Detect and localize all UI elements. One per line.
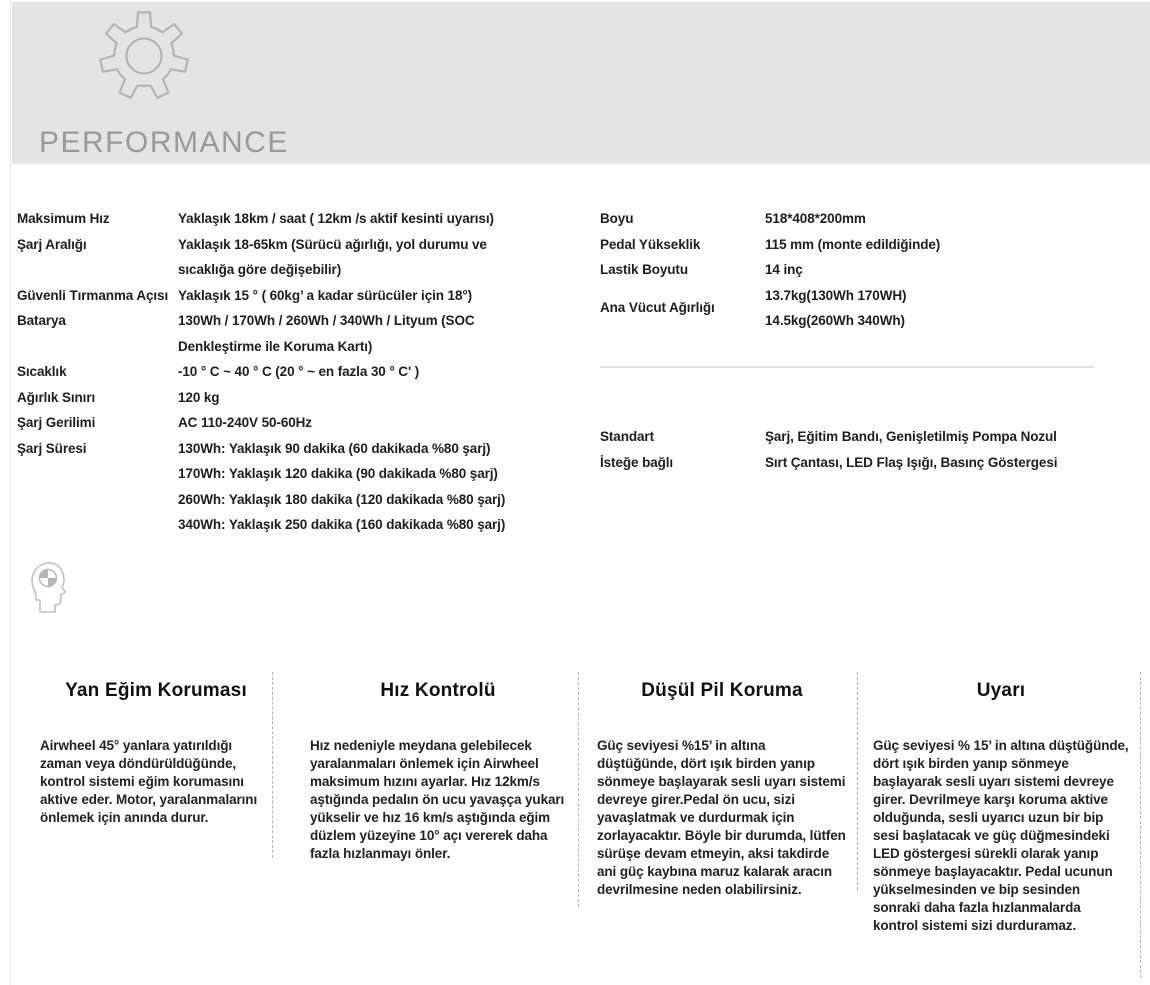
dashed-separator (578, 672, 579, 907)
feature-body: Güç seviyesi %15’ in altına düştüğünde, dört ışık birden yanıp sönmeye başlayarak sesli uyarı sistemi devreye girer.Pedal ön ucu, sizi yavaşlatmak ve durdurmak için zorlayacaktır. Böyle bir durumda, lütfen sürüşe devam etmeyin, aksi takdirde ani güç kaybına maruz kalarak aracın devrilmesine neden olabilirsiniz. (597, 738, 846, 897)
dashed-separator (1140, 672, 1141, 978)
dashed-separator (272, 672, 273, 858)
page-left-border (10, 0, 11, 985)
spec-value: AC 110-240V 50-60Hz (178, 415, 312, 430)
feature-column (40, 668, 272, 827)
spec-value: 13.7kg(130Wh 170WH) 14.5kg(260Wh 340Wh) (765, 287, 907, 328)
spec-row (17, 308, 565, 359)
spec-table-right-top (600, 206, 1140, 334)
performance-header-band (12, 2, 1150, 164)
feature-body: Hız nedeniyle meydana gelebilecek yaralanmaları önlemek için Airwheel maksimum hızını ayarlar. Hız 12km/s aştığında pedalın ön ucu yavaşça yukarı yükselir ve hız 16 km/s aştığında eğim düzlem yüzeyine 10° açı vererek daha fazla hızlanmayı önler. (310, 738, 565, 861)
spec-table-left (17, 206, 565, 538)
spec-row (17, 436, 565, 538)
performance-title: PERFORMANCE (39, 126, 289, 159)
spec-value: 14 inç (765, 262, 803, 277)
spec-row (17, 283, 565, 309)
spec-value: 518*408*200mm (765, 211, 866, 226)
spec-row (17, 232, 565, 283)
spec-label: Batarya (17, 313, 66, 328)
head-profile-icon (28, 560, 76, 623)
spec-label: İsteğe bağlı (600, 454, 674, 470)
spec-label: Sıcaklık (17, 364, 67, 379)
spec-label: Lastik Boyutu (600, 262, 688, 277)
spec-value: 130Wh: Yaklaşık 90 dakika (60 dakikada %80 şarj) 170Wh: Yaklaşık 120 dakika (90 dakikada %80 şarj) 260Wh: Yaklaşık 180 dakika (120 dakikada %80 şarj) 340Wh: Yaklaşık 250 dakika (160 dakikada %80 şarj) (178, 440, 506, 532)
feature-title: Düşül Pil Koruma (641, 680, 803, 701)
spec-divider-line (600, 366, 1094, 368)
spec-label: Güvenli Tırmanma Açısı (17, 287, 169, 303)
spec-value: Yaklaşık 18km / saat ( 12km /s aktif kesinti uyarısı) (178, 211, 494, 226)
feature-column (873, 668, 1129, 935)
spec-label: Standart (600, 429, 654, 444)
spec-label: Pedal Yükseklik (600, 236, 701, 252)
feature-column (597, 668, 847, 899)
spec-row (600, 232, 1140, 258)
spec-value: 120 kg (178, 389, 220, 405)
spec-label: Şarj Gerilimi (17, 415, 96, 430)
spec-value: 130Wh / 170Wh / 260Wh / 340Wh / Lityum (SOC Denkleştirme ile Koruma Kartı) (178, 313, 475, 354)
spec-row (600, 450, 1140, 476)
spec-value: Sırt Çantası, LED Flaş Işığı, Basınç Göstergesi (765, 454, 1058, 470)
feature-body: Güç seviyesi % 15’ in altına düştüğünde, dört ışık birden yanıp sönmeye başlayarak sesli uyarı sistemi devreye girer. Devrilmeye karşı koruma aktive olduğunda, sesli uyarıcı uzun bir bip sesi başlatacak ve güç düğmesindeki LED göstergesi sürekli olarak yanıp sönmeye başlayacaktır. Pedal ucunun yükselmesinden ve bip sesinden sonraki daha fazla hızlanmalarda kontrol sistemi sizi durduramaz. (873, 738, 1129, 933)
feature-column (310, 668, 566, 863)
spec-label: Maksimum Hız (17, 211, 110, 226)
spec-row (600, 424, 1140, 450)
feature-title: Uyarı (976, 680, 1026, 701)
feature-title: Hız Kontrolü (380, 680, 496, 701)
feature-body: Airwheel 45° yanlara yatırıldığı zaman veya döndürüldüğünde, kontrol sistemi eğim korumasını aktive eder. Motor, yaralanmalarını önlemek için anında durur. (40, 738, 258, 825)
spec-label: Boyu (600, 211, 634, 226)
spec-table-right-bottom (600, 424, 1140, 475)
spec-value: Yaklaşık 15 ° ( 60kg’ a kadar sürücüler için 18°) (178, 287, 473, 303)
spec-row (600, 206, 1140, 232)
spec-row (17, 359, 565, 385)
spec-label: Şarj Aralığı (17, 236, 87, 252)
spec-value: 115 mm (monte edildiğinde) (765, 236, 941, 252)
spec-label: Ağırlık Sınırı (17, 389, 96, 405)
spec-value: -10 ° C ~ 40 ° C (20 ° ~ en fazla 30 ° C' ) (178, 364, 420, 379)
gear-icon (94, 5, 194, 114)
spec-row (600, 257, 1140, 283)
spec-label: Ana Vücut Ağırlığı (600, 300, 715, 316)
spec-value: Yaklaşık 18-65km (Sürücü ağırlığı, yol durumu ve sıcaklığa göre değişebilir) (178, 236, 487, 277)
spec-row (600, 283, 1140, 334)
spec-label: Şarj Süresi (17, 440, 87, 456)
feature-title: Yan Eğim Koruması (65, 680, 247, 701)
spec-row (17, 206, 565, 232)
dashed-separator (857, 672, 858, 890)
spec-row (17, 385, 565, 411)
spec-value: Şarj, Eğitim Bandı, Genişletilmiş Pompa Nozul (765, 429, 1057, 444)
spec-row (17, 410, 565, 436)
